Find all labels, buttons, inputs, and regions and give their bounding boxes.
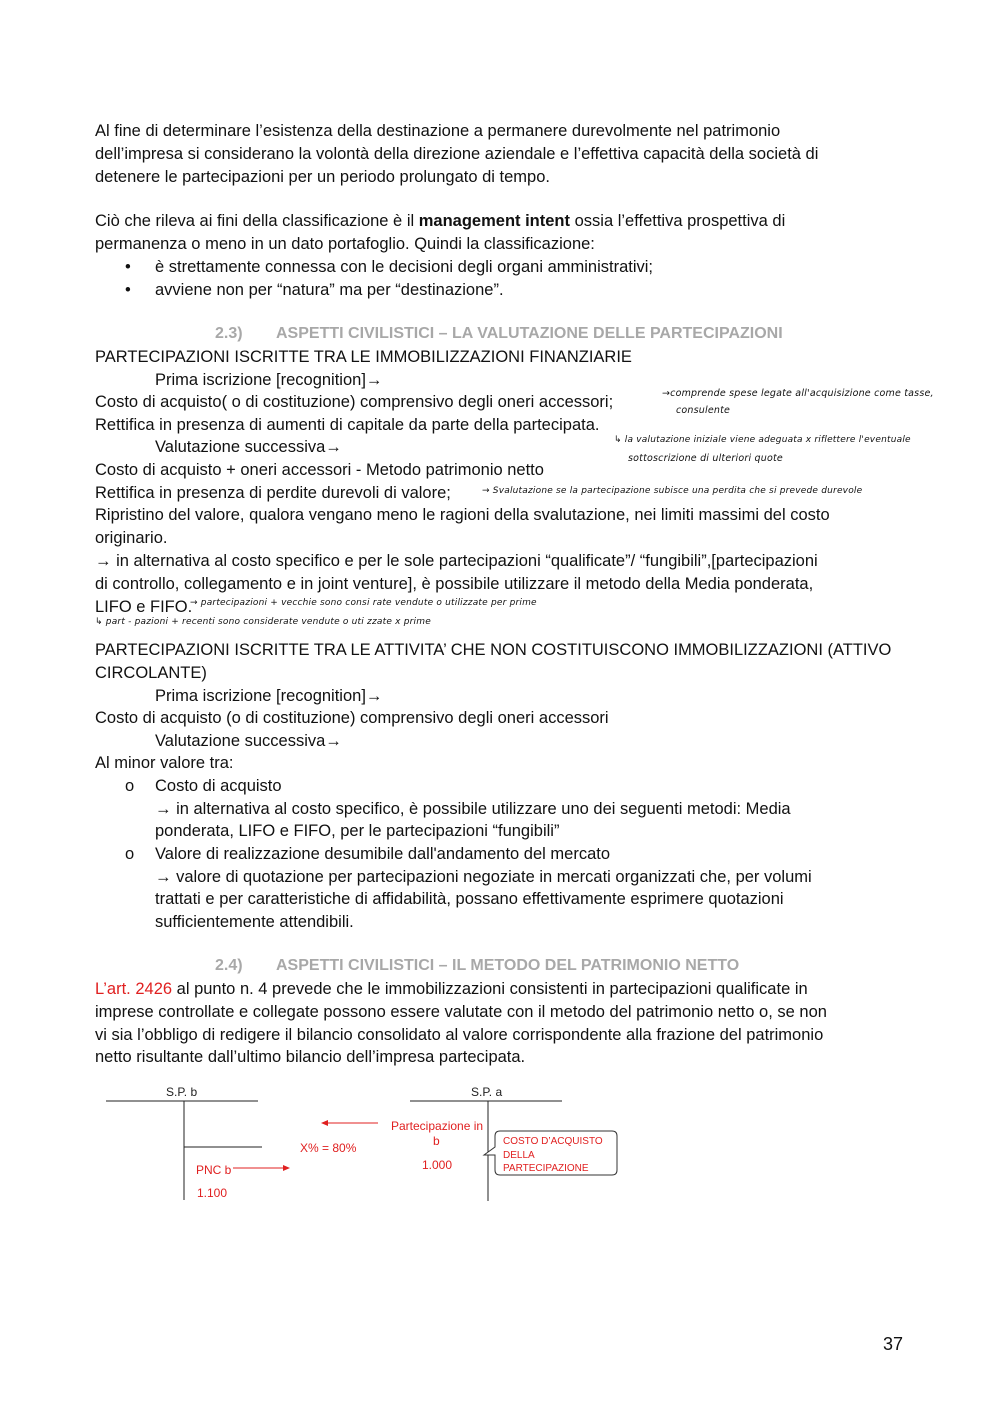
circ-item-1-line-3: ponderata, LIFO e FIFO, per le partecipazioni “fungibili”	[155, 822, 560, 840]
imm-title: PARTECIPAZIONI ISCRITTE TRA LE IMMOBILIZZAZIONI FINANZIARIE	[95, 348, 632, 366]
page-number: 37	[883, 1334, 904, 1354]
circ-item-2-line-4: sufficientemente attendibili.	[155, 913, 354, 931]
imm-costo: Costo di acquisto( o di costituzione) comprensivo degli oneri accessori;	[95, 393, 614, 411]
imm-alternativa-1: → in alternativa al costo specifico e per le sole partecipazioni “qualificate”/ “fungibili”,[partecipazioni	[95, 552, 818, 570]
para1-line-2: dell’impresa si considerano la volontà della direzione aziendale e l’effettiva capacità della società di	[95, 145, 819, 163]
imm-rettifica: Rettifica in presenza di aumenti di capitale da parte della partecipata.	[95, 416, 600, 434]
circ-item-1-line-2: → in alternativa al costo specifico, è possibile utilizzare uno dei seguenti metodi: Media	[155, 800, 791, 818]
section-2-3-title: ASPETTI CIVILISTICI – LA VALUTAZIONE DELLE PARTECIPAZIONI	[276, 325, 783, 342]
section24-line-1	[95, 978, 808, 1001]
section24-line-2: imprese controllate e collegate possono essere valutate con il metodo del patrimonio netto o, se non	[95, 1003, 827, 1021]
bullet-item: avviene non per “natura” ma per “destinazione”.	[155, 281, 504, 299]
art-2426-link[interactable]: L’art. 2426	[95, 980, 173, 998]
handwritten-note: sottoscrizione di ulteriori quote	[628, 453, 783, 464]
circ-item-2-line-2: → valore di quotazione per partecipazioni negoziate in mercati organizzati che, per volumi	[155, 868, 812, 886]
sp-a-label: S.P. a	[471, 1085, 503, 1099]
imm-prima-iscrizione: Prima iscrizione [recognition]→	[155, 371, 383, 389]
handwritten-note: ↳ la valutazione iniziale viene adeguata x riflettere l'eventuale	[614, 435, 911, 445]
imm-costo-2: Costo di acquisto + oneri accessori - Metodo patrimonio netto	[95, 461, 544, 479]
para1-line-3: detenere le partecipazioni per un periodo prolungato di tempo.	[95, 168, 550, 186]
para1-line-1: Al fine di determinare l’esistenza della destinazione a permanere durevolmente nel patrimonio	[95, 122, 781, 140]
section-2-4-number: 2.4)	[215, 957, 243, 974]
circ-valutazione: Valutazione successiva→	[155, 732, 342, 750]
section-2-3-number: 2.3)	[215, 325, 243, 342]
section24-line-4: netto risultante dall’ultimo bilancio dell’impresa partecipata.	[95, 1048, 526, 1066]
callout-line-1: COSTO D’ACQUISTO	[503, 1136, 603, 1147]
list-marker: o	[125, 777, 135, 795]
handwritten-note: consulente	[676, 405, 731, 416]
handwritten-note: →comprende spese legate all'acquisizione come tasse,	[662, 388, 934, 399]
section24-text: al punto n. 4 prevede che le immobilizzazioni consistenti in partecipazioni qualificate in	[172, 980, 808, 998]
callout-line-3: PARTECIPAZIONE	[503, 1163, 589, 1174]
management-intent-bold: management intent	[418, 212, 571, 230]
list-marker: o	[125, 845, 135, 863]
handwritten-note: → partecipazioni + vecchie sono consi rate vendute o utilizzate per prime	[190, 598, 537, 608]
handwritten-note: → Svalutazione se la partecipazione subisce una perdita che si prevede durevole	[482, 486, 863, 496]
circ-item-2-line-3: trattati e per caratteristiche di affidabilità, possano effettivamente esprimere quotazioni	[155, 890, 784, 908]
partecipazione-label: Partecipazione in	[391, 1119, 484, 1133]
imm-ripristino-1: Ripristino del valore, qualora vengano meno le ragioni della svalutazione, nei limiti massimi del costo	[95, 506, 830, 524]
imm-ripristino-2: originario.	[95, 529, 168, 547]
percent-label: X% = 80%	[300, 1141, 357, 1155]
partecipazione-label-b: b	[433, 1134, 440, 1148]
circ-title-1: PARTECIPAZIONI ISCRITTE TRA LE ATTIVITA’ CHE NON COSTITUISCONO IMMOBILIZZAZIONI (ATTIVO	[95, 641, 892, 659]
section24-line-3: vi sia l’obbligo di redigere il bilancio consolidato al valore corrispondente alla frazione del patrimonio	[95, 1026, 824, 1044]
sp-b-label: S.P. b	[166, 1085, 198, 1099]
pnc-b-value: 1.100	[197, 1186, 228, 1200]
para2-line-1	[95, 210, 785, 233]
imm-rettifica-2: Rettifica in presenza di perdite durevoli di valore;	[95, 484, 451, 502]
para2-text: ossia l’effettiva prospettiva di	[570, 212, 786, 230]
callout-line-2: DELLA	[503, 1150, 535, 1161]
imm-alternativa-2: di controllo, collegamento e in joint venture], è possibile utilizzare il metodo della Media ponderata,	[95, 575, 814, 593]
imm-valutazione: Valutazione successiva→	[155, 438, 342, 456]
circ-item-1-line-1: Costo di acquisto	[155, 777, 282, 795]
circ-prima-iscrizione: Prima iscrizione [recognition]→	[155, 687, 383, 705]
pnc-b-label: PNC b	[196, 1163, 232, 1177]
circ-costo: Costo di acquisto (o di costituzione) comprensivo degli oneri accessori	[95, 709, 609, 727]
bullet-dot: •	[125, 258, 131, 276]
section-2-4-title: ASPETTI CIVILISTICI – IL METODO DEL PATRIMONIO NETTO	[276, 957, 740, 974]
imm-alternativa-3: LIFO e FIFO.	[95, 598, 193, 616]
handwritten-note: ↳ part - pazioni + recenti sono considerate vendute o uti zzate x prime	[95, 617, 431, 627]
bullet-item: è strettamente connessa con le decisioni degli organi amministrativi;	[155, 258, 653, 276]
circ-title-2: CIRCOLANTE)	[95, 664, 207, 682]
circ-item-2-line-1: Valore di realizzazione desumibile dall'andamento del mercato	[155, 845, 611, 863]
bullet-dot: •	[125, 281, 131, 299]
circ-minor: Al minor valore tra:	[95, 754, 234, 772]
para2-text: Ciò che rileva ai fini della classificazione è il	[95, 212, 419, 230]
partecipazione-value: 1.000	[422, 1158, 453, 1172]
para2-line-2: permanenza o meno in un dato portafoglio. Quindi la classificazione:	[95, 235, 595, 253]
